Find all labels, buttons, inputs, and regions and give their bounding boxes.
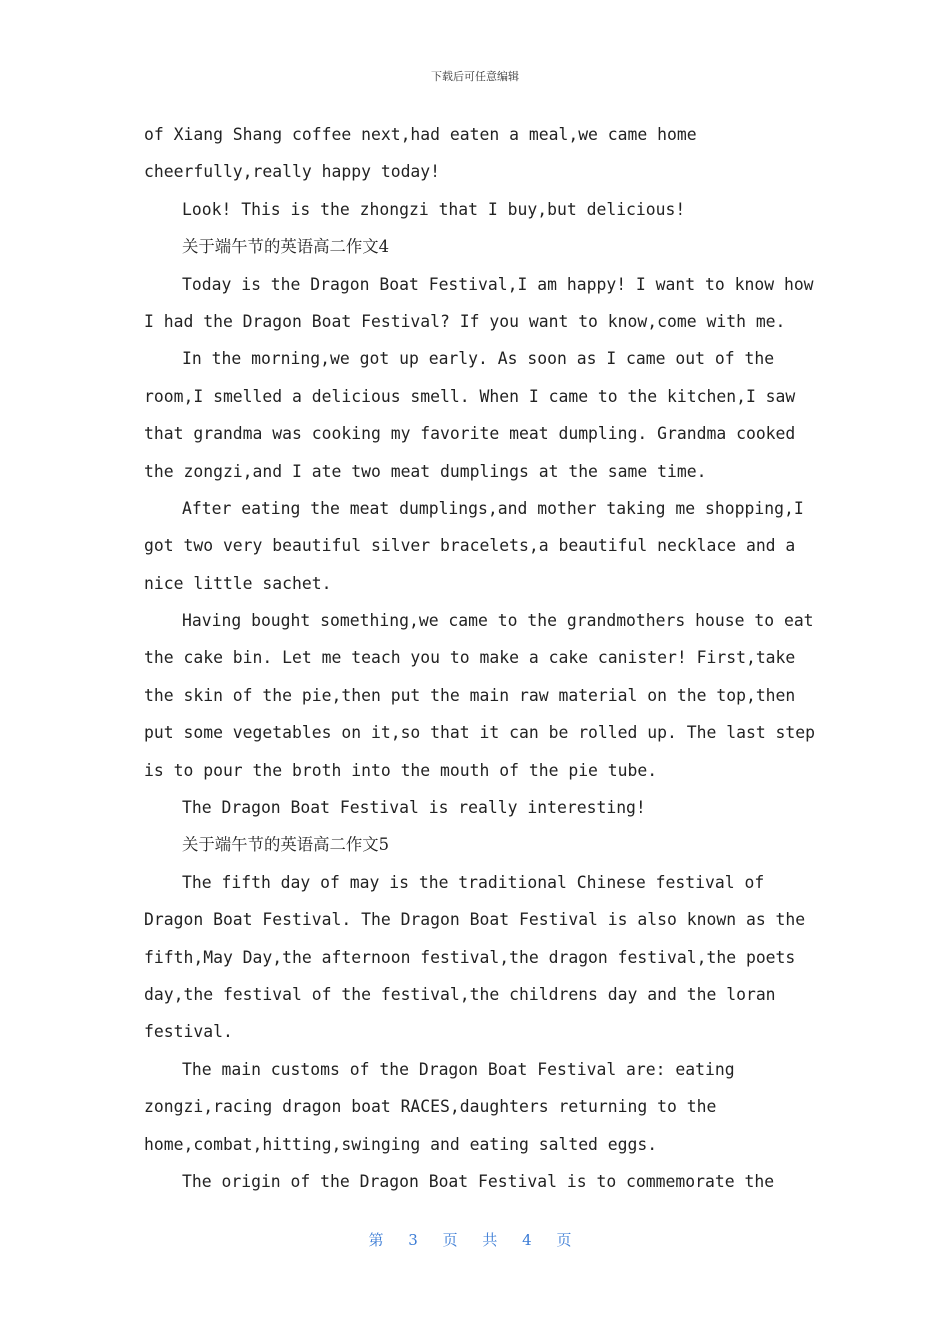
text-line: Look! This is the zhongzi that I buy,but delicious!: [182, 199, 686, 219]
section-heading: 关于端午节的英语高二作文4: [182, 237, 390, 257]
text-line: got two very beautiful silver bracelets,a beautiful necklace and a: [144, 536, 796, 556]
text-line: Dragon Boat Festival. The Dragon Boat Festival is also known as the: [144, 910, 806, 930]
text-line: the zongzi,and I ate two meat dumplings at the same time.: [144, 461, 707, 481]
text-line: The main customs of the Dragon Boat Festival are: eating: [182, 1059, 735, 1079]
text-line: the skin of the pie,then put the main raw material on the top,then: [144, 685, 796, 705]
text-line: put some vegetables on it,so that it can be rolled up. The last step: [144, 723, 816, 743]
text-line: After eating the meat dumplings,and mother taking me shopping,I: [182, 498, 804, 518]
text-line: Having bought something,we came to the grandmothers house to eat: [182, 611, 814, 631]
header-note: 下载后可任意编辑: [431, 70, 519, 83]
text-line: The fifth day of may is the traditional Chinese festival of: [182, 872, 765, 892]
text-line: is to pour the broth into the mouth of the pie tube.: [144, 760, 658, 780]
text-line: cheerfully,really happy today!: [144, 162, 441, 182]
page-footer: 第 3 页 共 4 页: [368, 1231, 582, 1249]
document-body: [144, 116, 816, 1200]
text-line: In the morning,we got up early. As soon as I came out of the: [182, 349, 775, 369]
text-line: Today is the Dragon Boat Festival,I am happy! I want to know how: [182, 274, 814, 294]
text-line: that grandma was cooking my favorite meat dumpling. Grandma cooked: [144, 424, 796, 444]
text-line: day,the festival of the festival,the childrens day and the loran: [144, 984, 776, 1004]
text-line: room,I smelled a delicious smell. When I came to the kitchen,I saw: [144, 386, 796, 406]
text-line: The Dragon Boat Festival is really interesting!: [182, 798, 646, 818]
text-line: home,combat,hitting,swinging and eating salted eggs.: [144, 1134, 658, 1154]
text-line: festival.: [144, 1022, 233, 1042]
text-line: nice little sachet.: [144, 573, 332, 593]
section-heading: 关于端午节的英语高二作文5: [182, 835, 390, 855]
text-line: of Xiang Shang coffee next,had eaten a meal,we came home: [144, 125, 697, 144]
text-line: I had the Dragon Boat Festival? If you want to know,come with me.: [144, 311, 786, 331]
text-line: fifth,May Day,the afternoon festival,the dragon festival,the poets: [144, 947, 796, 967]
text-line: the cake bin. Let me teach you to make a cake canister! First,take: [144, 648, 796, 668]
text-line: The origin of the Dragon Boat Festival is to commemorate the: [182, 1171, 775, 1191]
text-line: zongzi,racing dragon boat RACES,daughters returning to the: [144, 1097, 717, 1117]
